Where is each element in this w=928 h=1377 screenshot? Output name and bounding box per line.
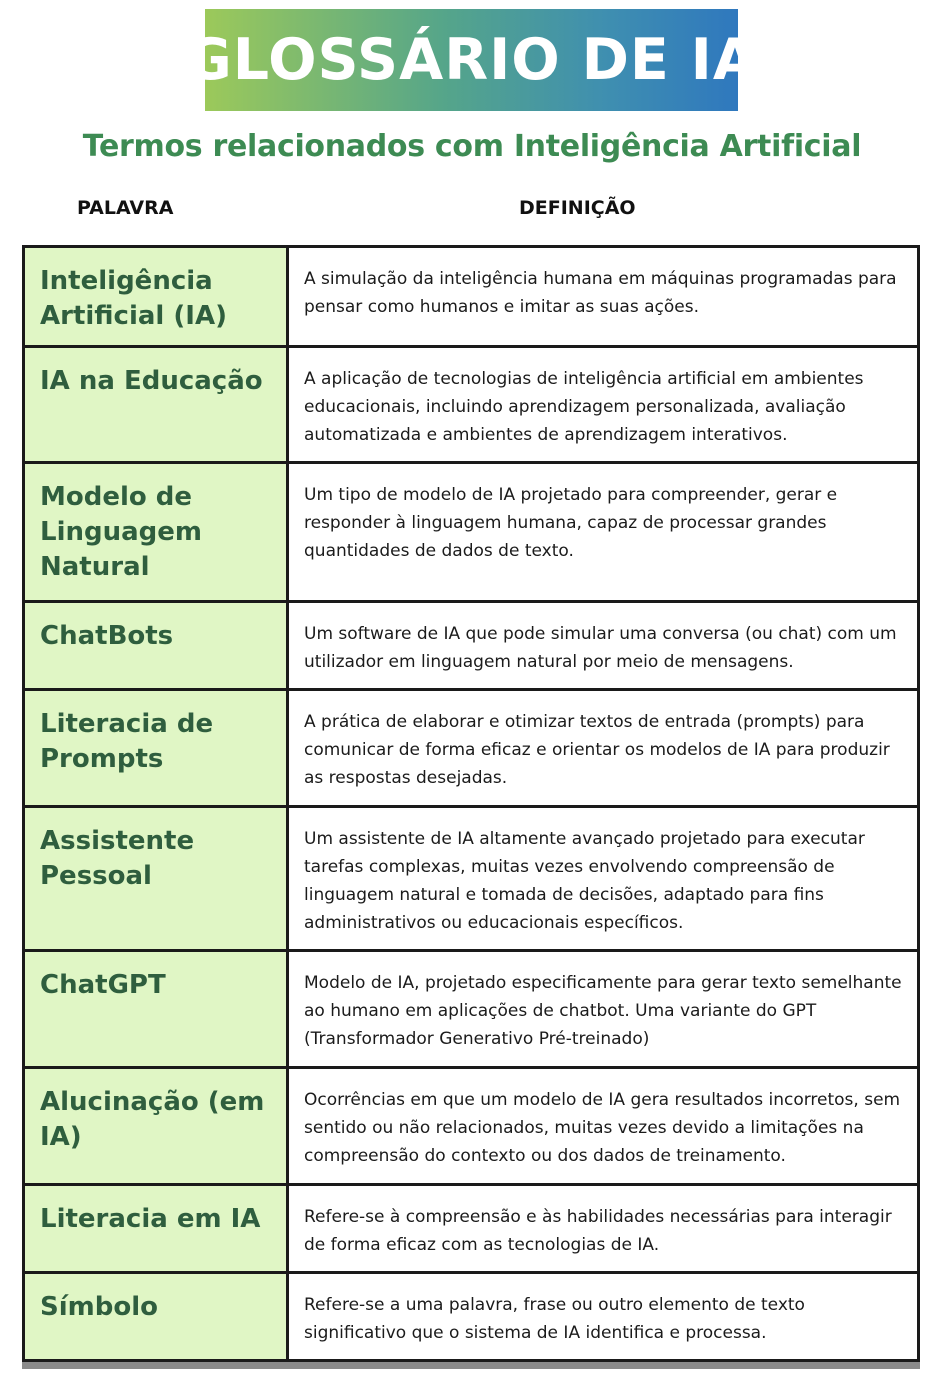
definition-text: A simulação da inteligência humana em máquinas programadas para pensar como humanos e imitar as suas ações. [304,269,897,317]
definition-cell [288,347,919,463]
column-header-definition: DEFINIÇÃO [519,197,636,219]
term-cell [24,690,288,807]
term-label: Literacia em IA [40,1204,261,1234]
term-label: Alucinação (em IA) [40,1087,265,1152]
definition-cell [288,463,919,602]
definition-cell [288,951,919,1068]
term-cell [24,1185,288,1273]
term-label: Símbolo [40,1292,158,1322]
definition-text: Um assistente de IA altamente avançado projetado para executar tarefas complexas, muitas vezes envolvendo compreensão de linguagem natural e tomada de decisões, adaptado para fins administrativos ou educacionais específicos. [304,829,865,933]
column-header-word: PALAVRA [77,197,174,219]
term-cell [24,247,288,347]
definition-text: A aplicação de tecnologias de inteligência artificial em ambientes educacionais, incluindo aprendizagem personalizada, avaliação automatizada e ambientes de aprendizagem interativos. [304,369,864,445]
term-cell [24,602,288,690]
term-label: Literacia de Prompts [40,709,214,774]
term-cell [24,1273,288,1361]
page-subtitle: Termos relacionados com Inteligência Artificial [82,129,862,164]
definition-cell [288,690,919,807]
term-label: Modelo de Linguagem Natural [40,482,202,582]
table-row [24,1068,919,1185]
term-cell [24,463,288,602]
term-label: Inteligência Artificial (IA) [40,266,227,331]
table-row [24,690,919,807]
definition-cell [288,1273,919,1361]
definition-cell [288,1185,919,1273]
definition-text: Refere-se à compreensão e às habilidades necessárias para interagir de forma eficaz com as tecnologias de IA. [304,1207,892,1255]
definition-cell [288,602,919,690]
table-row [24,347,919,463]
term-cell [24,1068,288,1185]
definition-text: Refere-se a uma palavra, frase ou outro elemento de texto significativo que o sistema de IA identifica e processa. [304,1295,805,1343]
table-row [24,463,919,602]
definition-text: Modelo de IA, projetado especificamente para gerar texto semelhante ao humano em aplicações de chatbot. Uma variante do GPT (Transformador Generativo Pré-treinado) [304,973,902,1049]
table-row [24,247,919,347]
term-label: IA na Educação [40,366,263,396]
term-label: ChatBots [40,621,174,651]
table-row [24,1273,919,1361]
table-row [24,807,919,951]
definition-text: A prática de elaborar e otimizar textos de entrada (prompts) para comunicar de forma eficaz e orientar os modelos de IA para produzir as respostas desejadas. [304,712,890,788]
term-cell [24,807,288,951]
definition-cell [288,1068,919,1185]
glossary-table [22,245,920,1362]
table-row [24,602,919,690]
table-row [24,951,919,1068]
term-label: Assistente Pessoal [40,826,195,891]
term-cell [24,951,288,1068]
definition-text: Um software de IA que pode simular uma conversa (ou chat) com um utilizador em linguagem natural por meio de mensagens. [304,624,897,672]
term-cell [24,347,288,463]
term-label: ChatGPT [40,970,166,1000]
title-banner [185,9,759,111]
definition-text: Ocorrências em que um modelo de IA gera resultados incorretos, sem sentido ou não relacionados, muitas vezes devido a limitações na compreensão do contexto ou dos dados de treinamento. [304,1090,901,1166]
definition-cell [288,247,919,347]
definition-cell [288,807,919,951]
definition-text: Um tipo de modelo de IA projetado para compreender, gerar e responder à linguagem humana, capaz de processar grandes quantidades de dados de texto. [304,485,838,561]
page-title: GLOSSÁRIO DE IA [185,27,759,93]
table-row [24,1185,919,1273]
